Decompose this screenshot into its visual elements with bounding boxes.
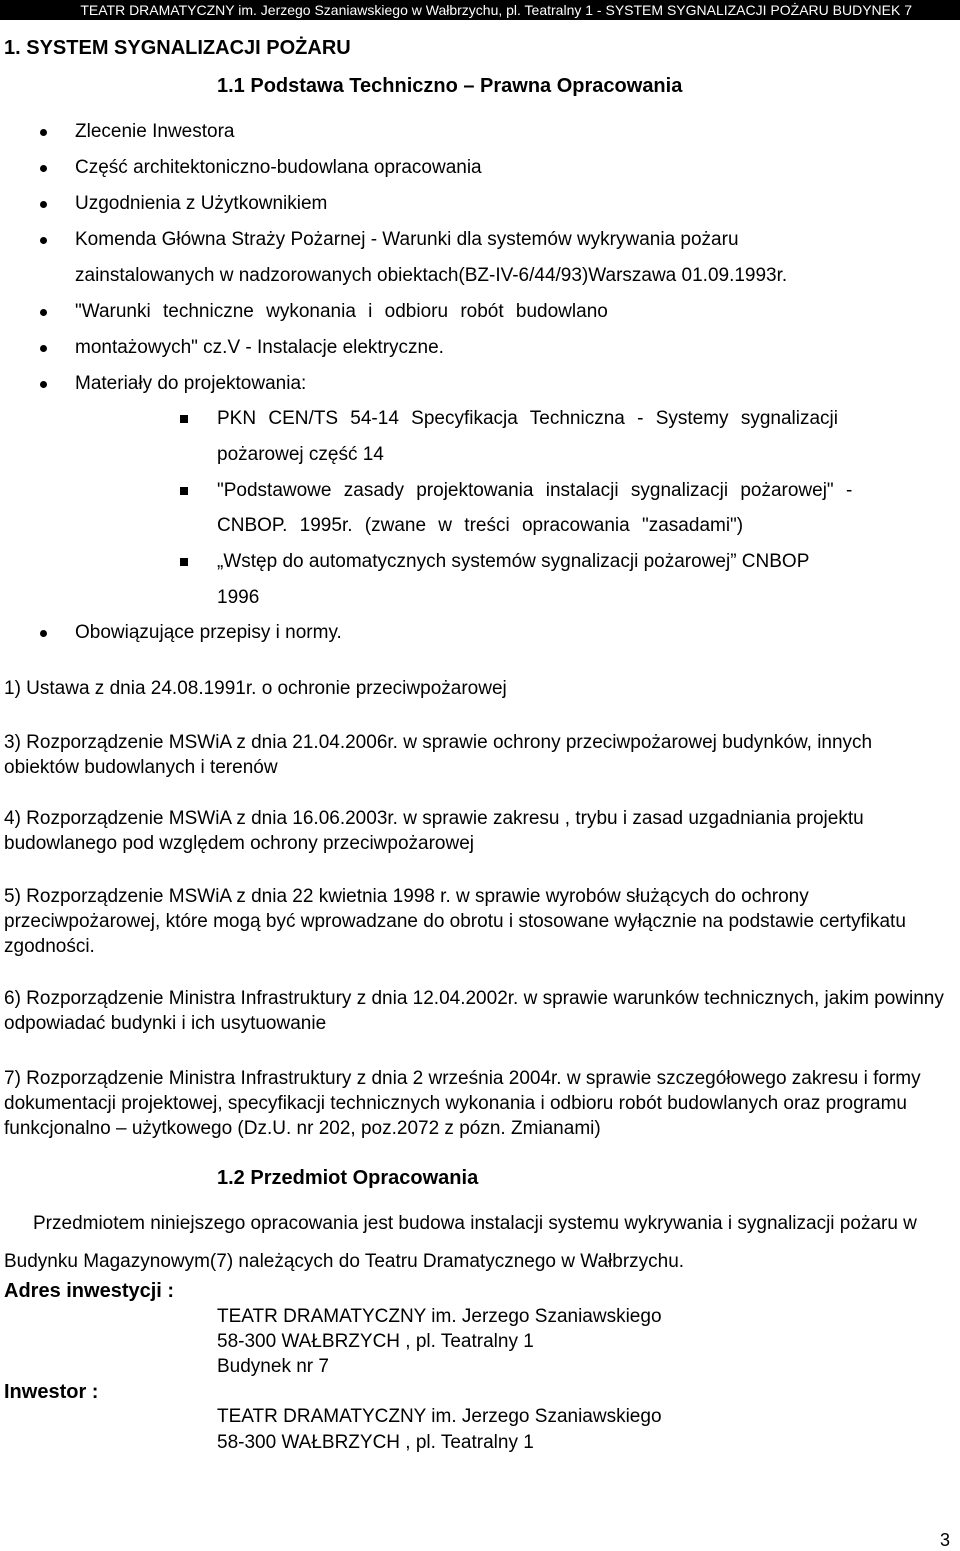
material-line: PKN CEN/TS 54-14 Specyfikacja Techniczna - Systemy sygnalizacji (217, 408, 838, 429)
material-line: „Wstęp do automatycznych systemów sygnalizacji pożarowej” CNBOP (217, 551, 810, 572)
address-line: Budynek nr 7 (217, 1356, 329, 1377)
address-label: Adres inwestycji : (4, 1280, 175, 1302)
section-title: 1. SYSTEM SYGNALIZACJI POŻARU (4, 37, 351, 59)
subsection-title-1: 1.1 Podstawa Techniczno – Prawna Opracowania (217, 75, 683, 97)
material-line: "Podstawowe zasady projektowania instalacji sygnalizacji pożarowej" - (217, 480, 853, 501)
regulation-item: 5) Rozporządzenie MSWiA z dnia 22 kwietnia 1998 r. w sprawie wyrobów służących do ochrony przeciwpożarowej, które mogą być wprowadzane do obrotu i stosowane wyłącznie na podstawie certyfikatu zgodności. (4, 886, 906, 957)
material-line: pożarowej część 14 (217, 444, 384, 465)
material-line: 1996 (217, 587, 260, 608)
regulation-item: 6) Rozporządzenie Ministra Infrastruktury z dnia 12.04.2002r. w sprawie warunków technicznych, jakim powinny odpowiadać budynki i ich usytuowanie (4, 988, 944, 1034)
subject-paragraph: Przedmiotem niniejszego opracowania jest budowa instalacji systemu wykrywania i sygnalizacji pożaru w Budynku Magazynowym(7) należących do Teatru Dramatycznego w Wałbrzychu. (4, 1213, 917, 1272)
list-item: Komenda Główna Straży Pożarnej - Warunki dla systemów wykrywania pożaru (75, 229, 739, 250)
regulation-item: 4) Rozporządzenie MSWiA z dnia 16.06.2003r. w sprawie zakresu , trybu i zasad uzgadniania projektu budowlanego pod względem ochrony przeciwpożarowej (4, 808, 864, 854)
bullet-icon (40, 165, 47, 172)
list-item: Uzgodnienia z Użytkownikiem (75, 193, 328, 214)
bullet-icon (40, 237, 47, 244)
list-item: Zlecenie Inwestora (75, 121, 235, 142)
square-bullet-icon (180, 558, 188, 566)
list-item: montażowych" cz.V - Instalacje elektryczne. (75, 337, 444, 358)
subsection-title-2: 1.2 Przedmiot Opracowania (217, 1167, 479, 1189)
bullet-icon (40, 630, 47, 637)
page-number: 3 (940, 1530, 951, 1550)
list-item: Obowiązujące przepisy i normy. (75, 622, 342, 643)
list-item: Część architektoniczno-budowlana opracowania (75, 157, 482, 178)
investor-line: TEATR DRAMATYCZNY im. Jerzego Szaniawskiego (217, 1406, 662, 1427)
running-title: TEATR DRAMATYCZNY im. Jerzego Szaniawskiego w Wałbrzychu, pl. Teatralny 1 - SYSTEM SYGNALIZACJI POŻARU BUDYNEK 7 (80, 2, 912, 18)
address-line: 58-300 WAŁBRZYCH , pl. Teatralny 1 (217, 1331, 534, 1352)
bullet-icon (40, 309, 47, 316)
list-item: "Warunki techniczne wykonania i odbioru robót budowlano (75, 301, 608, 322)
list-item: Materiały do projektowania: (75, 373, 307, 394)
running-header (0, 0, 960, 20)
regulation-item: 1) Ustawa z dnia 24.08.1991r. o ochronie przeciwpożarowej (4, 678, 507, 699)
square-bullet-icon (180, 487, 188, 495)
bullet-icon (40, 381, 47, 388)
regulation-item: 3) Rozporządzenie MSWiA z dnia 21.04.2006r. w sprawie ochrony przeciwpożarowej budynków, innych obiektów budowlanych i terenów (4, 732, 873, 778)
square-bullet-icon (180, 415, 188, 423)
bullet-icon (40, 345, 47, 352)
address-line: TEATR DRAMATYCZNY im. Jerzego Szaniawskiego (217, 1306, 662, 1327)
regulation-item: 7) Rozporządzenie Ministra Infrastruktury z dnia 2 września 2004r. w sprawie szczegółowego zakresu i formy dokumentacji projektowej, specyfikacji technicznych wykonania i odbioru robót budowlanych oraz programu funkcjonalno – użytkowego (Dz.U. nr 202, poz.2072 z pózn. Zmianami) (4, 1068, 921, 1139)
investor-label: Inwestor : (4, 1381, 99, 1403)
investor-line: 58-300 WAŁBRZYCH , pl. Teatralny 1 (217, 1432, 534, 1453)
list-item-continuation: zainstalowanych w nadzorowanych obiektach(BZ-IV-6/44/93)Warszawa 01.09.1993r. (75, 265, 788, 286)
material-line: CNBOP. 1995r. (zwane w treści opracowania "zasadami") (217, 515, 744, 536)
bullet-icon (40, 129, 47, 136)
bullet-icon (40, 201, 47, 208)
